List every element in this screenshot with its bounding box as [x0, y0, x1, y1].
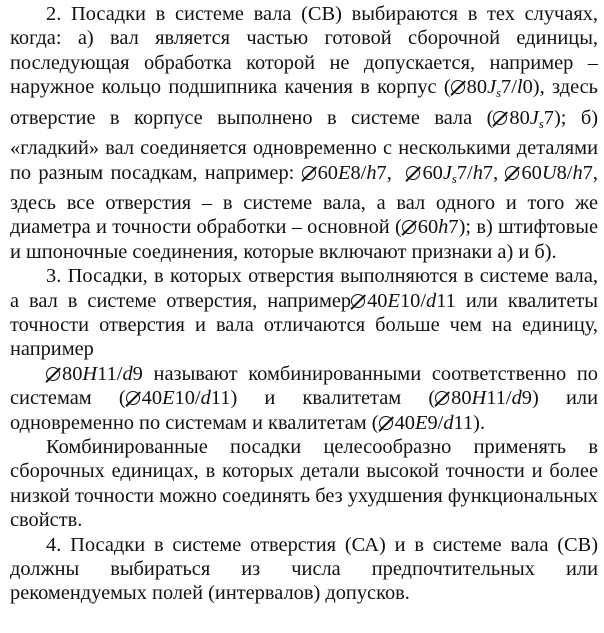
diameter-icon [46, 367, 60, 381]
diameter-icon [435, 391, 449, 405]
diameter-icon [379, 416, 393, 430]
paragraph-shaft-system: 2. Посадки в системе вала (СВ) выбираются в тех случаях, когда: а) вал является частью готовой сборочной единицы, последующая обработка которой не допускается, например – наружное кольцо подшипника качения в корпус ( $80J_s7/l0$), здесь отверстие в корпусе выполнено в системе вала ( $80J_s7$); б) «гладкий» вал соединяется одновременно с несколькими деталями по разным посадкам, например: 60E8/h7, $60J_s7/h7$, 60U8/h7, здесь все отверстия – в системе вала, а вал одного и того же диаметра и точности обработки – основной ( 60h7); в) штифтовые и шпоночные соединения, которые включают признаки а) и б). [10, 3, 598, 263]
diameter-icon [505, 166, 519, 180]
diameter-icon [302, 166, 316, 180]
diameter-icon [351, 294, 365, 308]
diameter-icon [402, 220, 416, 234]
diameter-icon [126, 391, 140, 405]
diameter-icon [451, 80, 465, 94]
paragraph-selection-rule: 4. Посадки в системе отверстия (СА) и в системе вала (СВ) должны выбираться из числа предпочтительных или рекомендуемых полей (интервалов) допусков. [10, 533, 598, 605]
diameter-icon [493, 111, 507, 125]
diameter-icon [406, 166, 420, 180]
paragraph-combined-usage: Комбинированные посадки целесообразно применять в сборочных единицах, в которых детали высокой точности и более низкой точности можно соединять без ухудшения функциональных свойств. [10, 436, 598, 532]
paragraph-combined-fits: 3. Посадки, в которых отверстия выполняются в системе вала, а вал в системе отверстия, например 40E10/d11 или квалитеты точности отверстия и вала отличаются больше чем на единицу, например [10, 265, 598, 361]
paragraph-combined-fits-continued: 80H11/d9 называют комбинированными соответственно по системам ( 40E10/d11) и квалитетам ( 80H11/d9) или одновременно по системам и квалитетам ( 40E9/d11). [10, 362, 598, 434]
